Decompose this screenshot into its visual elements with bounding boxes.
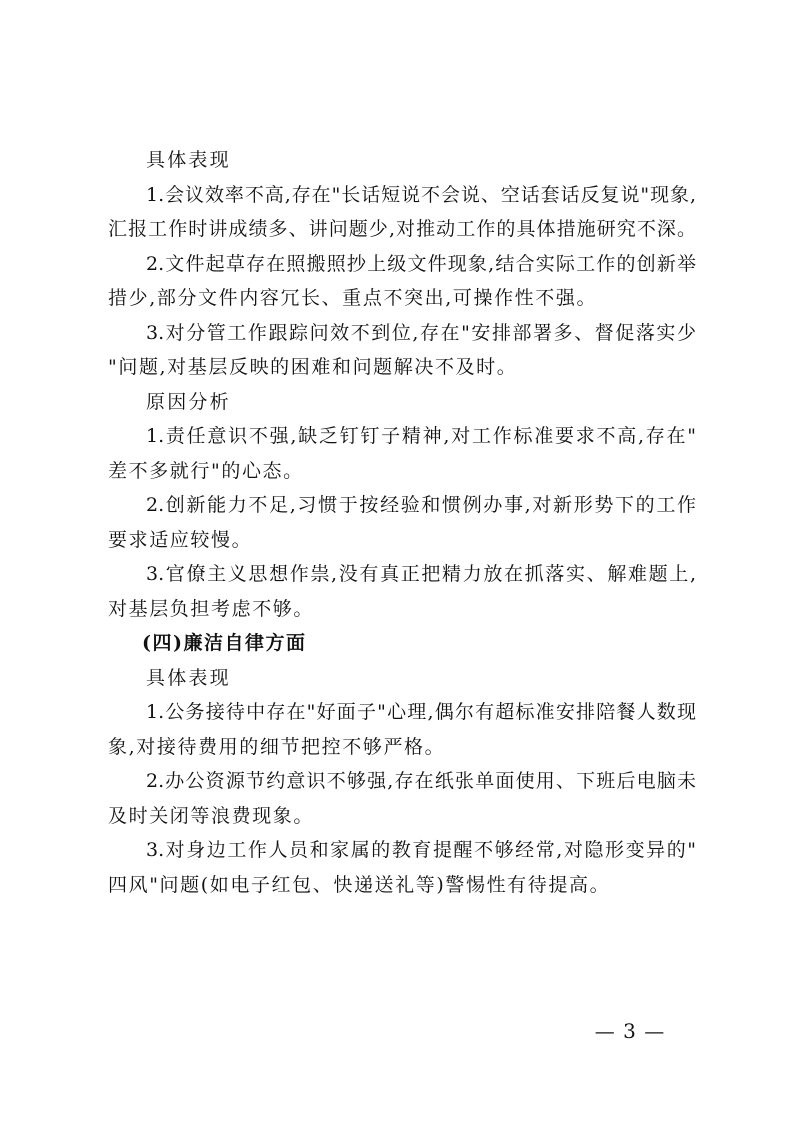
subheading-cause-analysis: 原因分析 — [146, 390, 231, 413]
paragraph-line: 1.会议效率不高,存在"长话短说不会说、空话套话反复说"现象, — [146, 183, 696, 206]
paragraph-line: 差不多就行"的心态。 — [108, 459, 304, 482]
paragraph-line: 及时关闭等浪费现象。 — [108, 804, 315, 827]
paragraph-line: 2.创新能力不足,习惯于按经验和惯例办事,对新形势下的工作 — [146, 494, 696, 516]
paragraph-line: 3.对身边工作人员和家属的教育提醒不够经常,对隐形变异的" — [146, 839, 696, 861]
paragraph-line: 要求适应较慢。 — [108, 528, 253, 551]
paragraph-line: 对基层负担考虑不够。 — [108, 597, 315, 620]
paragraph-line: 措少,部分文件内容冗长、重点不突出,可操作性不强。 — [108, 287, 598, 309]
paragraph-line: 3.对分管工作跟踪问效不到位,存在"安排部署多、督促落实少 — [146, 321, 696, 344]
paragraph-line: 1.责任意识不强,缺乏钉钉子精神,对工作标准要求不高,存在" — [146, 425, 696, 447]
paragraph-line: 2.文件起草存在照搬照抄上级文件现象,结合实际工作的创新举 — [146, 252, 696, 275]
paragraph-line: 汇报工作时讲成绩多、讲问题少,对推动工作的具体措施研究不深。 — [108, 218, 696, 240]
subheading-specific-performance: 具体表现 — [146, 149, 231, 171]
paragraph-line: "问题,对基层反映的困难和问题解决不及时。 — [108, 356, 518, 378]
document-body — [108, 143, 696, 902]
paragraph-line: 3.官僚主义思想作祟,没有真正把精力放在抓落实、解难题上, — [146, 563, 696, 585]
section-title-integrity: (四)廉洁自律方面 — [142, 632, 307, 654]
paragraph-line: 四风"问题(如电子红包、快递送礼等)警惕性有待提高。 — [108, 873, 611, 896]
paragraph-line: 象,对接待费用的细节把控不够严格。 — [108, 735, 446, 758]
subheading-specific-performance: 具体表现 — [146, 666, 231, 689]
paragraph-line: 1.公务接待中存在"好面子"心理,偶尔有超标准安排陪餐人数现 — [146, 701, 696, 723]
page-number: — 3 — — [594, 1019, 666, 1043]
paragraph-line: 2.办公资源节约意识不够强,存在纸张单面使用、下班后电脑未 — [146, 770, 696, 792]
